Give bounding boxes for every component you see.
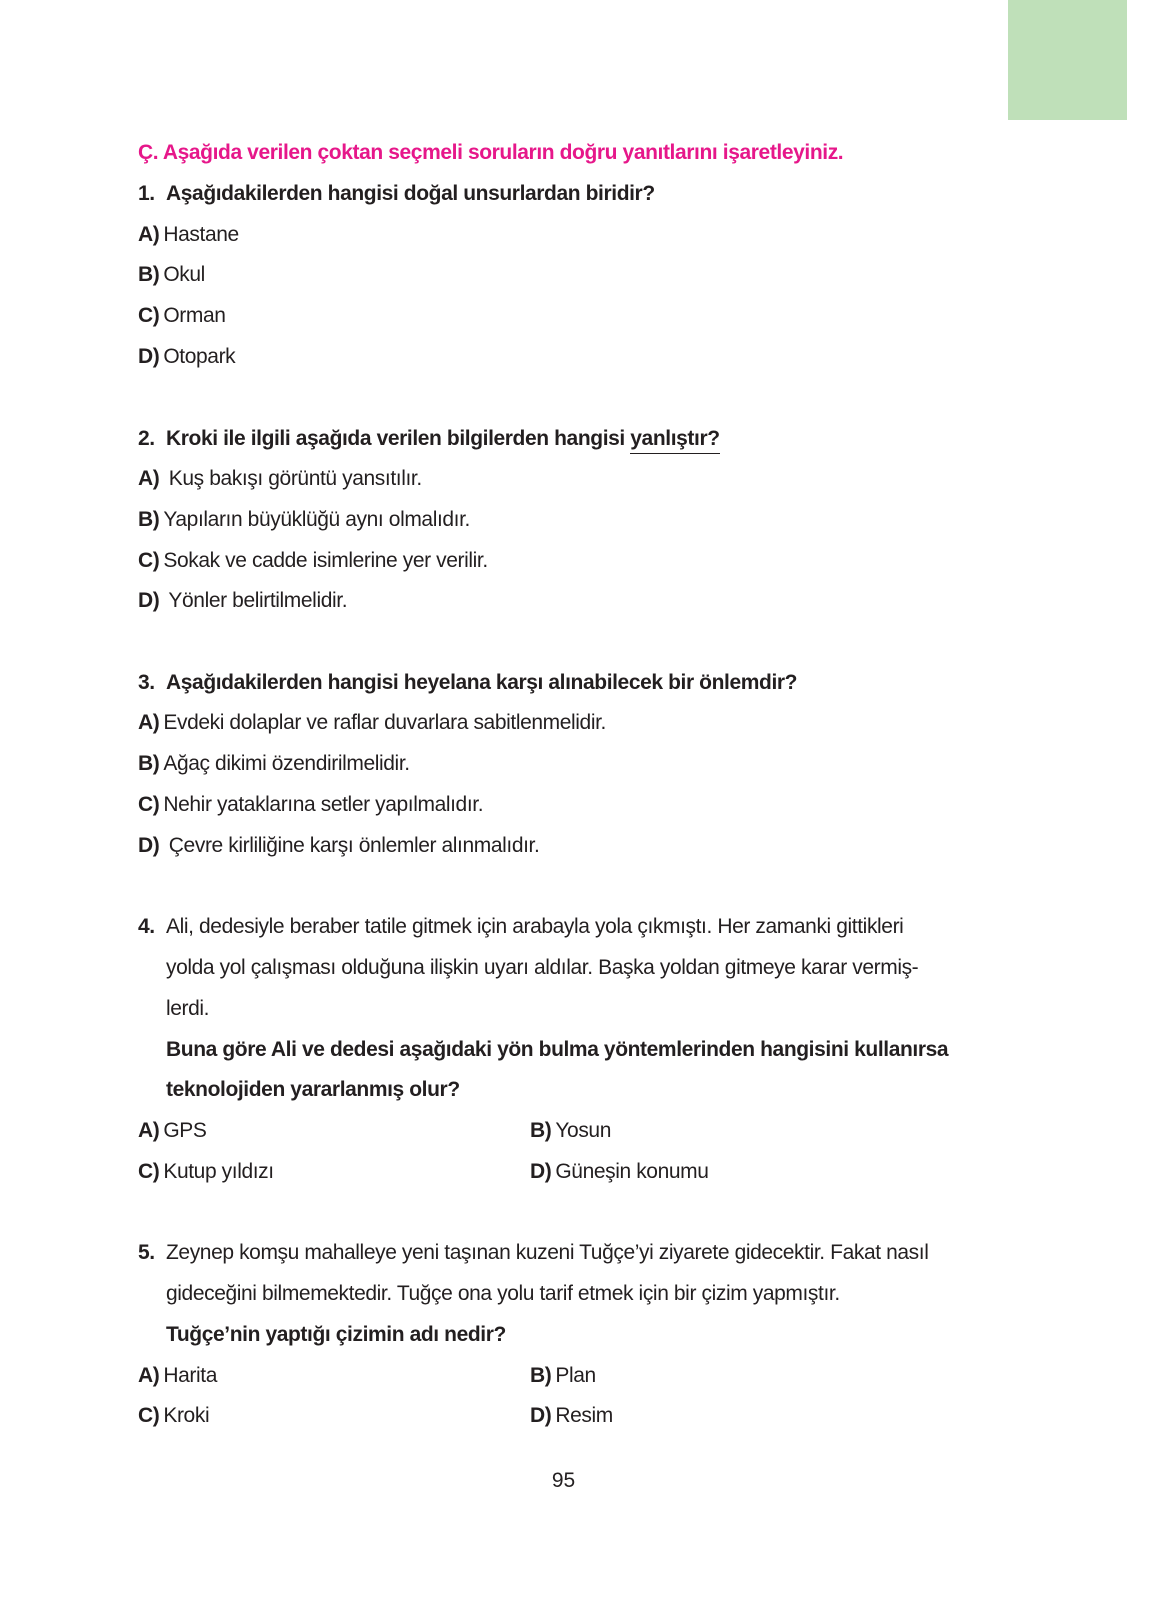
q2-option-b[interactable]: B) Yapıların büyüklüğü aynı olmalıdır. [138, 508, 470, 531]
q2-option-a[interactable]: A) Kuş bakışı görüntü yansıtılır. [138, 467, 422, 490]
question-1: 1. Aşağıdakilerden hangisi doğal unsurlardan biridir? [138, 182, 655, 205]
question-5-text: 5. Zeynep komşu mahalleye yeni taşınan kuzeni Tuğçe’yi ziyarete gidecektir. Fakat nasıl [138, 1241, 929, 1264]
chapter-color-tab [1008, 0, 1127, 120]
question-3: 3. Aşağıdakilerden hangisi heyelana karşı alınabilecek bir önlemdir? [138, 671, 798, 694]
q1-option-a[interactable]: A) Hastane [138, 223, 239, 246]
q4-option-a[interactable]: A) GPS [138, 1119, 207, 1142]
question-4-text: lerdi. [166, 997, 210, 1020]
q2-option-d[interactable]: D) Yönler belirtilmelidir. [138, 589, 348, 612]
q4-option-c[interactable]: C) Kutup yıldızı [138, 1160, 274, 1183]
q5-option-d[interactable]: D) Resim [530, 1404, 613, 1427]
question-5-text: gideceğini bilmemektedir. Tuğçe ona yolu tarif etmek için bir çizim yapmıştır. [166, 1282, 840, 1305]
q5-option-a[interactable]: A) Harita [138, 1364, 217, 1387]
q1-option-c[interactable]: C) Orman [138, 304, 226, 327]
q3-option-b[interactable]: B) Ağaç dikimi özendirilmelidir. [138, 752, 410, 775]
question-4-text: 4. Ali, dedesiyle beraber tatile gitmek için arabayla yola çıkmıştı. Her zamanki gittikleri [138, 915, 904, 938]
section-heading: Ç. Aşağıda verilen çoktan seçmeli soruların doğru yanıtlarını işaretleyiniz. [138, 141, 844, 164]
question-4-text: yolda yol çalışması olduğuna ilişkin uyarı aldılar. Başka yoldan gitmeye karar vermiş- [166, 956, 919, 979]
question-4-prompt: Buna göre Ali ve dedesi aşağıdaki yön bulma yöntemlerinden hangisini kullanırsa [166, 1038, 949, 1061]
q5-option-c[interactable]: C) Kroki [138, 1404, 210, 1427]
question-4-prompt: teknolojiden yararlanmış olur? [166, 1078, 460, 1101]
q4-option-d[interactable]: D) Güneşin konumu [530, 1160, 709, 1183]
page-number: 95 [551, 1469, 576, 1492]
q1-option-b[interactable]: B) Okul [138, 263, 205, 286]
q3-option-d[interactable]: D) Çevre kirliliğine karşı önlemler alınmalıdır. [138, 834, 540, 857]
q5-option-b[interactable]: B) Plan [530, 1364, 596, 1387]
q4-option-b[interactable]: B) Yosun [530, 1119, 611, 1142]
question-5-prompt: Tuğçe’nin yaptığı çizimin adı nedir? [166, 1323, 506, 1346]
question-2: 2. Kroki ile ilgili aşağıda verilen bilgilerden hangisi yanlıştır? [138, 426, 720, 452]
q2-option-c[interactable]: C) Sokak ve cadde isimlerine yer verilir. [138, 549, 488, 572]
q1-option-d[interactable]: D) Otopark [138, 345, 236, 368]
emphasis-underline: yanlıştır? [630, 427, 719, 454]
q3-option-a[interactable]: A) Evdeki dolaplar ve raflar duvarlara sabitlenmelidir. [138, 711, 606, 734]
q3-option-c[interactable]: C) Nehir yataklarına setler yapılmalıdır. [138, 793, 484, 816]
